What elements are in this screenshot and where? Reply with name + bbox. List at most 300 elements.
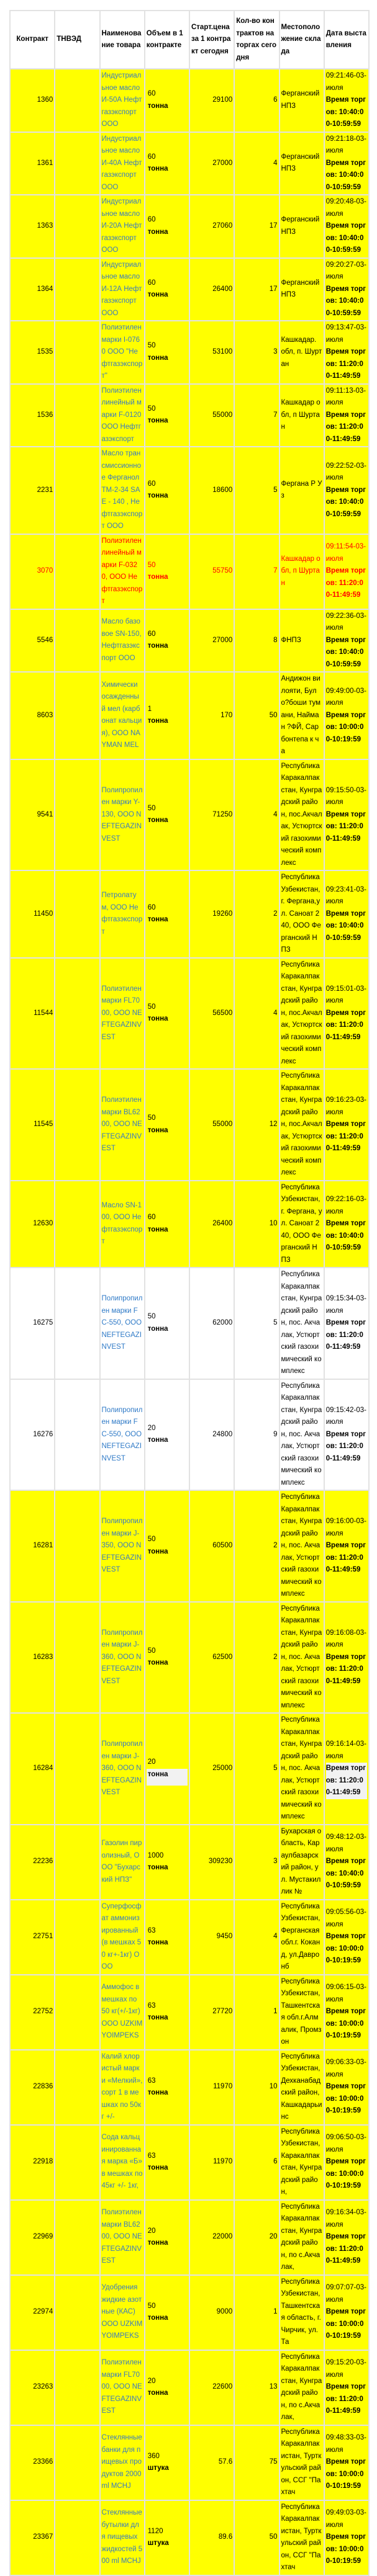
contract-number: 16275 <box>33 1319 53 1326</box>
warehouse-location: Андижон вилояти, Було?боши тумани, Найман ?ФЙ, Сарбонтепа к ча <box>281 675 321 755</box>
trade-label: Время торгов: <box>325 636 366 656</box>
contract-cell <box>11 673 54 759</box>
date-cell <box>325 1603 368 1713</box>
volume-value: 63 <box>147 1926 156 1934</box>
trade-window: 10:40:00-10:59:59 <box>325 1869 364 1890</box>
posted-time: 09:16:34-03-июля <box>325 2209 366 2229</box>
product-name-cell <box>101 2276 144 2350</box>
product-link[interactable]: Масло базовое SN-150, Нефтгазэкспорт ООО <box>101 618 142 662</box>
volume-value: 20 <box>147 2377 156 2385</box>
product-link[interactable]: Удобрения жидкие азотные (КАС) ООО UZKIMYOIMPEKS <box>101 2284 143 2340</box>
count-cell <box>235 385 278 447</box>
price-cell <box>190 259 234 321</box>
product-name-cell <box>101 535 144 609</box>
warehouse-location: Республика Узбекистан, Ферганская обл.г. Коканд, ул.Давронб <box>281 1902 320 1970</box>
volume-value: 60 <box>147 1214 156 1222</box>
posted-time: 09:15:50-03-июля <box>325 786 366 806</box>
posted-time: 09:16:08-03-июля <box>325 1629 366 1648</box>
contract-number: 2231 <box>37 486 53 494</box>
price-cell <box>190 447 234 534</box>
table-body <box>11 69 368 2575</box>
trade-time <box>326 1429 367 1465</box>
volume-value: 50 <box>147 1536 156 1544</box>
product-link[interactable]: Индустриальное масло И-50А Нефтгазэкспорт ООО <box>101 72 142 128</box>
date-cell <box>325 959 368 1069</box>
volume-unit: тонна <box>147 1864 168 1871</box>
volume-cell <box>145 959 189 1069</box>
product-link[interactable]: Полипропилен марки J-350, ООО NEFTEGAZINVEST <box>101 1518 143 1573</box>
product-link[interactable]: Сода кальцинированная марка «Б» в мешках по 45кг +/- 1кг, <box>101 2134 143 2190</box>
posted-time: 09:11:13-03-июля <box>325 387 366 406</box>
volume-cell <box>145 385 189 447</box>
location-cell <box>280 259 324 321</box>
product-name-cell <box>101 321 144 383</box>
product-link[interactable]: Химически осажденный мел (карбонат кальция), ООО NAYMAN MEL <box>101 681 142 749</box>
trade-label: Время торгов: <box>325 910 366 929</box>
contract-number: 1535 <box>37 348 53 356</box>
start-price: 56500 <box>212 1009 233 1017</box>
volume-cell <box>145 1603 189 1713</box>
volume-unit: тонна <box>147 642 168 650</box>
tnved-cell <box>55 69 99 132</box>
volume-cell <box>145 1380 189 1490</box>
volume-unit: штука <box>147 2464 169 2472</box>
product-link[interactable]: Индустриальное масло И-40А Нефтгазэкспорт ООО <box>101 135 142 191</box>
product-link[interactable]: Петролатум, ООО Нефтгазэкспорт <box>101 892 143 936</box>
product-link[interactable]: Стеклянные бутылки для пищевых жидкостей 500 ml MCHJ <box>101 2509 143 2565</box>
start-price: 62000 <box>212 1319 233 1326</box>
contract-number: 5546 <box>37 636 53 644</box>
location-cell <box>280 447 324 534</box>
count-cell <box>235 2126 278 2199</box>
product-link[interactable]: Полипропилен марки J-360, ООО NEFTEGAZINVEST <box>101 1740 143 1796</box>
contract-cell <box>11 2276 54 2350</box>
trade-window: 10:40:00-10:59:59 <box>325 922 364 942</box>
contract-count: 20 <box>269 2233 278 2241</box>
contract-number: 23263 <box>33 2383 53 2391</box>
posted-time: 09:21:46-03-июля <box>325 72 366 92</box>
contract-cell <box>11 447 54 534</box>
posted-time: 09:48:33-03-июля <box>325 2434 366 2454</box>
volume-value: 60 <box>147 216 156 224</box>
start-price: 57.6 <box>218 2458 233 2466</box>
product-link[interactable]: Калий хлористый марки «Мелкий», сорт 1 в мешках по 50кг +/- <box>101 2052 143 2121</box>
product-link[interactable]: Полипропилен марки FC-550, ООО NEFTEGAZINVEST <box>101 1406 143 1462</box>
tnved-cell <box>55 1268 99 1379</box>
contract-number: 1360 <box>37 96 53 104</box>
posted-time: 09:06:33-03-июля <box>325 2059 366 2078</box>
count-cell <box>235 1603 278 1713</box>
trade-time <box>326 809 367 846</box>
contract-cell <box>11 2051 54 2124</box>
volume-cell <box>145 1714 189 1824</box>
trade-time <box>326 2456 367 2493</box>
header-volume[interactable]: Объем в 1 контракте <box>145 11 189 68</box>
table-row <box>11 1181 368 1268</box>
product-link[interactable]: Полиэтилен марки BL6200, ООО NEFTEGAZINVEST <box>101 2209 142 2265</box>
product-name-cell <box>101 1975 144 2049</box>
date-cell <box>325 385 368 447</box>
price-cell <box>190 1825 234 1899</box>
trade-time <box>326 346 367 383</box>
volume-cell <box>145 1181 189 1268</box>
location-cell <box>280 535 324 609</box>
contract-cell <box>11 959 54 1069</box>
contract-number: 16281 <box>33 1542 53 1549</box>
table-row <box>11 133 368 195</box>
tnved-cell <box>55 321 99 383</box>
volume-unit: тонна <box>147 1015 168 1023</box>
product-link[interactable]: Полиэтилен линейный марки F-0320, ООО Нефтгазэкспорт <box>101 537 143 605</box>
product-name-cell <box>101 2201 144 2274</box>
product-link[interactable]: Индустриальное масло И-12А Нефтгазэкспорт ООО <box>101 261 142 317</box>
contract-number: 22836 <box>33 2083 53 2091</box>
volume-cell <box>145 69 189 132</box>
count-cell <box>235 1900 278 1974</box>
product-name-cell <box>101 1181 144 1268</box>
volume-cell <box>145 195 189 257</box>
date-cell <box>325 1825 368 1899</box>
location-cell <box>280 2276 324 2350</box>
tnved-cell <box>55 2051 99 2124</box>
count-cell <box>235 1181 278 1268</box>
volume-value: 20 <box>147 1758 156 1766</box>
tnved-cell <box>55 1181 99 1268</box>
start-price: 71250 <box>212 810 233 818</box>
start-price: 11970 <box>213 2083 233 2091</box>
date-cell <box>325 2351 368 2425</box>
table-row <box>11 673 368 759</box>
start-price: 55000 <box>212 1120 233 1128</box>
product-link[interactable]: Полиэтилен марки FL7000, ООО NEFTEGAZINVEST <box>101 2359 142 2415</box>
warehouse-location: Ферганский НПЗ <box>281 279 320 299</box>
price-cell <box>190 1714 234 1824</box>
count-cell <box>235 1070 278 1180</box>
date-cell <box>325 1491 368 1601</box>
table-row <box>11 2276 368 2350</box>
trade-window: 10:00:00-10:19:59 <box>325 2170 364 2190</box>
product-link[interactable]: Полипропилен марки J-360, ООО NEFTEGAZINVEST <box>101 1629 143 1685</box>
product-name-cell <box>101 385 144 447</box>
table-row <box>11 959 368 1069</box>
tnved-cell <box>55 1825 99 1899</box>
trade-time <box>326 1931 367 1967</box>
volume-unit: тонна <box>147 1126 168 1134</box>
price-cell <box>190 959 234 1069</box>
tnved-cell <box>55 1900 99 1974</box>
volume-cell <box>145 871 189 957</box>
product-link[interactable]: Полипропилен марки Y-130, ООО NEFTEGAZINVEST <box>101 786 143 843</box>
product-link[interactable]: Масло трансмиссионное Ферганол ТМ-2-34 SAE - 140 , Нефтгазэкспорт ООО <box>101 450 143 530</box>
volume-unit: тонна <box>147 2239 168 2247</box>
product-name-cell <box>101 1825 144 1899</box>
price-cell <box>190 133 234 195</box>
contract-number: 9541 <box>37 810 53 818</box>
warehouse-location: Республика Узбекистан, Ташкентская обл.г.Алмалик, Промзон <box>281 1977 322 2046</box>
count-cell <box>235 2501 278 2575</box>
price-cell <box>190 1603 234 1713</box>
trade-window: 10:00:00-10:19:59 <box>325 2320 364 2340</box>
price-cell <box>190 2426 234 2500</box>
header-tnved[interactable]: ТНВЭД <box>55 11 99 68</box>
location-cell <box>280 1714 324 1824</box>
contract-number: 8603 <box>37 711 53 719</box>
trade-window: 11:20:00-11:49:59 <box>325 1776 363 1796</box>
contract-number: 1364 <box>37 285 53 293</box>
product-link[interactable]: Индустриальное масло И-20А Нефтгазэкспорт ООО <box>101 198 142 254</box>
product-link[interactable]: Масло SN-100, ООО Нефтгазэкспорт <box>101 1201 143 1246</box>
contract-count: 5 <box>273 1319 278 1326</box>
posted-time: 09:05:56-03-июля <box>325 1908 366 1928</box>
date-cell <box>325 321 368 383</box>
trade-label: Время торгов: <box>325 2533 366 2553</box>
table-row <box>11 1491 368 1601</box>
posted-time: 09:23:41-03-июля <box>325 885 366 905</box>
warehouse-location: Республика Каракалпакстан, Кунградский район, пос. Акчалак, Устюртский газохимический комплекс <box>281 1271 322 1375</box>
trade-time <box>326 1317 367 1354</box>
tnved-cell <box>55 535 99 609</box>
product-name-cell <box>101 1603 144 1713</box>
posted-time: 09:48:12-03-июля <box>325 1833 366 1853</box>
table-row <box>11 2501 368 2575</box>
trade-window: 10:40:00-10:59:59 <box>325 498 364 518</box>
product-name-cell <box>101 133 144 195</box>
posted-time: 09:16:00-03-июля <box>325 1518 366 1537</box>
date-cell <box>325 447 368 534</box>
trade-time <box>326 710 367 746</box>
volume-unit: тонна <box>147 291 168 299</box>
trade-window: 11:20:00-11:49:59 <box>325 1331 363 1351</box>
volume-unit: тонна <box>147 2089 168 2096</box>
contract-count: 5 <box>273 486 278 494</box>
product-link[interactable]: Суперфосфат аммонизированный (в мешках 50 кг+-1кг) ООО <box>101 1902 142 1970</box>
product-link[interactable]: Аммофос в мешках по 50 кг(+/-1кг) ООО UZKIMYOIMPEKS <box>101 1983 143 2040</box>
contract-number: 22974 <box>33 2308 53 2316</box>
trade-window: 10:40:00-10:59:59 <box>325 171 364 191</box>
trade-time <box>326 94 367 131</box>
price-cell <box>190 1070 234 1180</box>
contract-cell <box>11 69 54 132</box>
volume-value: 63 <box>147 2077 156 2085</box>
contract-cell <box>11 1900 54 1974</box>
trade-label: Время торгов: <box>325 486 366 506</box>
trade-window: 10:00:00-10:19:59 <box>325 2545 364 2565</box>
date-cell <box>325 1380 368 1490</box>
location-cell <box>280 321 324 383</box>
date-cell <box>325 69 368 132</box>
product-link[interactable]: Стеклянные банки для пищевых продуктов 2000 ml MCHJ <box>101 2434 142 2490</box>
header-location[interactable]: Местоположение склада <box>280 11 324 68</box>
product-link[interactable]: Полипропилен марки FC-550, ООО NEFTEGAZINVEST <box>101 1295 143 1351</box>
volume-cell <box>145 259 189 321</box>
date-cell <box>325 1714 368 1824</box>
contract-cell <box>11 2426 54 2500</box>
trade-window: 10:00:00-10:19:59 <box>325 2470 364 2490</box>
volume-unit: тонна <box>147 2164 168 2171</box>
contract-count: 1 <box>273 2308 278 2316</box>
volume-value: 60 <box>147 630 156 638</box>
date-cell <box>325 1268 368 1379</box>
contract-cell <box>11 2201 54 2274</box>
location-cell <box>280 1181 324 1268</box>
contract-cell <box>11 1268 54 1379</box>
trade-window: 11:20:00-11:49:59 <box>325 360 363 380</box>
warehouse-location: Республика Узбекистан, Каракалпакстан, Кунградский район, <box>281 2127 322 2196</box>
warehouse-location: ФНПЗ <box>281 636 301 644</box>
date-cell <box>325 2276 368 2350</box>
contract-cell <box>11 2351 54 2425</box>
volume-value: 50 <box>147 804 156 812</box>
location-cell <box>280 195 324 257</box>
warehouse-location: Республика Узбекистан, Ташкентская область, г.Чирчик, ул. Та <box>281 2278 321 2346</box>
contract-count: 1 <box>273 2008 278 2016</box>
contract-count: 4 <box>273 1009 278 1017</box>
product-name-cell <box>101 673 144 759</box>
tnved-cell <box>55 133 99 195</box>
location-cell <box>280 1491 324 1601</box>
trade-label: Время торгов: <box>325 810 366 830</box>
contract-number: 23367 <box>33 2533 53 2541</box>
count-cell <box>235 195 278 257</box>
volume-value: 50 <box>147 1114 156 1122</box>
product-link[interactable]: Газолин пиролизный, ООО "Бухарский НПЗ" <box>101 1840 142 1884</box>
volume-unit: тонна <box>147 1939 168 1946</box>
contract-count: 13 <box>269 2383 278 2391</box>
contract-cell <box>11 259 54 321</box>
start-price: 62500 <box>212 1653 233 1661</box>
date-cell <box>325 195 368 257</box>
date-cell <box>325 2201 368 2274</box>
date-cell <box>325 1900 368 1974</box>
contract-number: 1361 <box>37 159 53 167</box>
volume-cell <box>145 760 189 870</box>
posted-time: 09:07:07-03-июля <box>325 2284 366 2304</box>
date-cell <box>325 2126 368 2199</box>
location-cell <box>280 2126 324 2199</box>
product-link[interactable]: Полиэтилен линейный марки F-0120 ООО Нефтгазэкспорт <box>101 387 142 443</box>
contract-cell <box>11 385 54 447</box>
table-row <box>11 2126 368 2199</box>
table-row <box>11 1380 368 1490</box>
start-price: 25000 <box>212 1764 233 1772</box>
trade-label: Время торгов: <box>325 411 366 431</box>
table-row <box>11 1714 368 1824</box>
header-name[interactable]: Наименование товара <box>101 11 144 68</box>
start-price: 24800 <box>212 1430 233 1438</box>
start-price: 55750 <box>212 567 233 575</box>
date-cell <box>325 871 368 957</box>
posted-time: 09:06:50-03-июля <box>325 2134 366 2153</box>
posted-time: 09:15:01-03-июля <box>325 985 366 1004</box>
location-cell <box>280 1975 324 2049</box>
product-name-cell <box>101 2126 144 2199</box>
contract-number: 22918 <box>33 2158 53 2166</box>
trade-label: Время торгов: <box>325 96 366 116</box>
volume-cell <box>145 1825 189 1899</box>
contract-cell <box>11 1070 54 1180</box>
trade-label: Время торгов: <box>325 159 366 179</box>
volume-value: 60 <box>147 153 156 161</box>
start-price: 18600 <box>212 486 233 494</box>
warehouse-location: Республика Каракалпакстан, Кунградский район, пос. Акчалак, Устюртский газохимический комплекс <box>281 1493 322 1598</box>
warehouse-location: Бухарская область, Караулбазарский район, ул. Мустакиллик № <box>281 1827 322 1895</box>
trade-label: Время торгов: <box>325 711 366 731</box>
header-contract[interactable]: Контракт <box>11 11 54 68</box>
posted-time: 09:11:54-03-июля <box>325 543 366 563</box>
warehouse-location: Республика Каракалпакстан, Кунградский район, пос.Акчалак, Устюртский газохимический комплекс <box>281 960 322 1065</box>
location-cell <box>280 871 324 957</box>
volume-unit: тонна <box>147 573 168 581</box>
contract-cell <box>11 1181 54 1268</box>
count-cell <box>235 1975 278 2049</box>
trade-label: Время торгов: <box>325 2008 366 2028</box>
count-cell <box>235 447 278 534</box>
start-price: 9000 <box>216 2308 233 2316</box>
trade-window: 10:40:00-10:59:59 <box>325 1232 364 1251</box>
count-cell <box>235 1714 278 1824</box>
location-cell <box>280 959 324 1069</box>
location-cell <box>280 1268 324 1379</box>
volume-value: 20 <box>147 2227 156 2235</box>
trade-window: 11:20:00-11:49:59 <box>325 1554 363 1573</box>
header-count[interactable]: Кол-во контрактов на торгах сегодня <box>235 11 278 68</box>
product-name-cell <box>101 1380 144 1490</box>
trade-time <box>326 409 367 446</box>
warehouse-location: Кашкадар. обл, п. Шуртан <box>281 336 322 368</box>
header-date[interactable]: Дата выставления <box>325 11 368 68</box>
volume-value: 50 <box>147 561 156 569</box>
table-row <box>11 2351 368 2425</box>
price-cell <box>190 69 234 132</box>
price-cell <box>190 871 234 957</box>
header-price[interactable]: Старт.цена за 1 контракт сегодня <box>190 11 234 68</box>
warehouse-location: Фергана Р Уз <box>281 480 322 500</box>
volume-cell <box>145 133 189 195</box>
start-price: 22600 <box>212 2383 233 2391</box>
trade-time <box>326 2156 367 2193</box>
tnved-cell <box>55 2201 99 2274</box>
warehouse-location: Республика Узбекистан, Дехканабадский район, Кашкадарьинс <box>281 2052 322 2121</box>
tnved-cell <box>55 195 99 257</box>
location-cell <box>280 1825 324 1899</box>
contract-count: 12 <box>269 1120 278 1128</box>
contract-count: 2 <box>273 1653 278 1661</box>
warehouse-location: Ферганский НПЗ <box>281 153 320 173</box>
volume-value: 1000 <box>147 1851 164 1859</box>
product-link[interactable]: Полиэтилен марки I-0760 ООО "Нефтгазэкспорт" <box>101 324 143 380</box>
warehouse-location: Республика Каракалпакстан, Кунградский район, пос. Акчалак, Устюртский газохимический комплекс <box>281 1382 322 1487</box>
tnved-cell <box>55 610 99 672</box>
start-price: 170 <box>220 711 233 719</box>
trade-time <box>326 2531 367 2568</box>
product-link[interactable]: Полиэтилен марки FL7000, ООО NEFTEGAZINVEST <box>101 985 142 1041</box>
product-name-cell <box>101 871 144 957</box>
trade-label: Время торгов: <box>325 1653 366 1673</box>
price-cell <box>190 2351 234 2425</box>
volume-unit: тонна <box>147 1659 168 1667</box>
volume-cell <box>145 1268 189 1379</box>
trade-window: 11:20:00-11:49:59 <box>325 1442 363 1462</box>
product-link[interactable]: Полиэтилен марки BL6200, ООО NEFTEGAZINVEST <box>101 1096 142 1152</box>
volume-cell <box>145 2426 189 2500</box>
start-price: 26400 <box>212 285 233 293</box>
trade-window: 11:20:00-11:49:59 <box>325 579 363 599</box>
start-price: 309230 <box>208 1858 233 1866</box>
contract-count: 6 <box>273 2158 278 2166</box>
count-cell <box>235 2201 278 2274</box>
trade-time <box>326 1763 367 1799</box>
volume-unit: тонна <box>147 1769 188 1786</box>
